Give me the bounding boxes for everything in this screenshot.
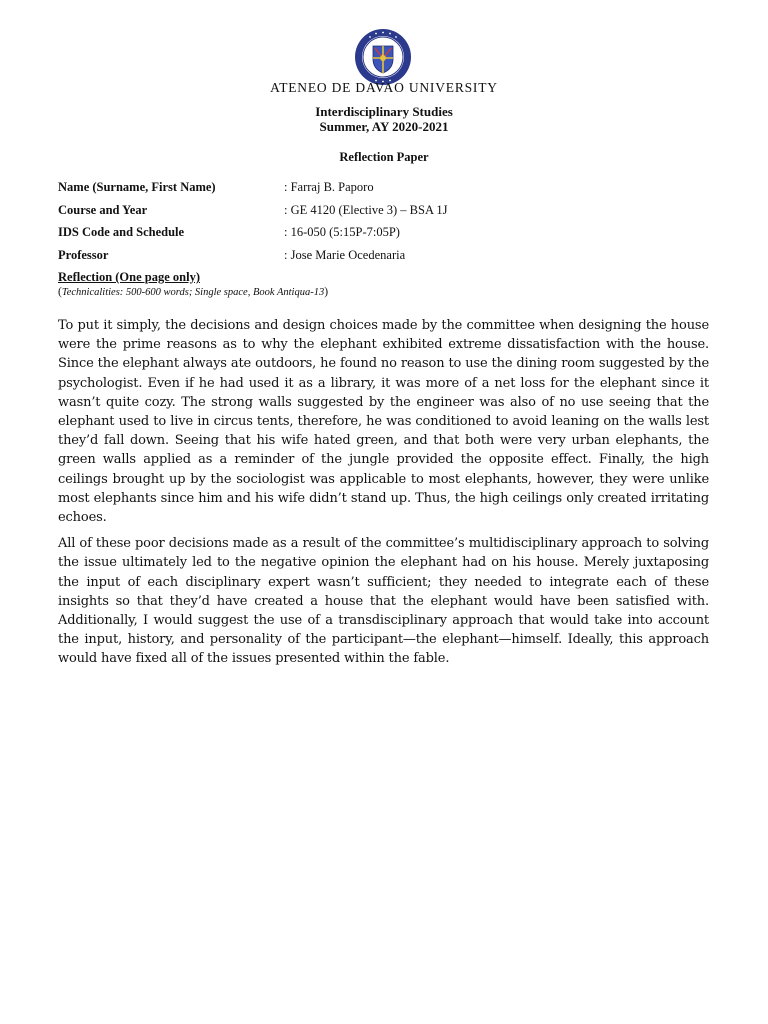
reflection-header [58, 270, 328, 300]
university-seal-logo [354, 28, 412, 86]
info-label: Professor [58, 247, 109, 262]
info-value: : Jose Marie Ocedenaria [284, 247, 406, 262]
reflection-requirements [58, 285, 328, 300]
info-value: : 16-050 (5:15P-7:05P) [284, 225, 400, 239]
info-label: IDS Code and Schedule [58, 225, 185, 239]
body-paragraph: To put it simply, the decisions and design choices made by the committee when designing the house were the prime reasons as to why the elephant exhibited extreme dissatisfaction with the house. Since the elephant always ate outdoors, he found no reason to use the dining room suggested by the psychologist. Even if he had used it as a library, it was more of a net loss for the elephant since it wasn’t quite cozy. The strong walls suggested by the engineer was also of no use seeing that the elephant used to live in circus tents, therefore, he was conditioned to avoid leaning on the walls lest they’d fall down. Seeing that his wife hated green, and that both were very urban elephants, the green walls applied as a reminder of the jungle provided the opposite effect. Finally, the high ceilings brought up by the sociologist was applicable to most elephants, however, they were unlike most elephants since him and his wife didn’t stand up. Thus, the high ceilings only created irritating echoes. [58, 318, 709, 526]
university-name: ATENEO DE DAVAO UNIVERSITY [270, 80, 498, 95]
body-paragraph: All of these poor decisions made as a result of the committee’s multidisciplinary approach to solving the issue ultimately led to the negative opinion the elephant had on his house. Merely juxtaposing the input of each disciplinary expert wasn’t sufficient; they needed to integrate each of these insights so that they’d have created a house that the elephant would have been satisfied with. Additionally, I would suggest the use of a transdisciplinary approach that would take into account the input, history, and personality of the participant—the elephant—himself. Ideally, this approach would have fixed all of the issues presented within the fable. [58, 536, 709, 667]
info-label: Course and Year [58, 202, 148, 217]
info-value: : Farraj B. Paporo [284, 180, 374, 194]
paren-close: ) [324, 286, 329, 298]
course-header [0, 104, 768, 134]
paren-open: ( [58, 286, 62, 298]
info-value: : GE 4120 (Elective 3) – BSA 1J [284, 202, 448, 217]
reflection-body [58, 316, 709, 676]
reflection-title: Reflection (One page only) [58, 270, 200, 284]
requirements-text: Technicalities: 500-600 words; Single space, Book Antiqua-13 [61, 287, 325, 298]
document-type: Reflection Paper [339, 150, 429, 164]
academic-term: Summer, AY 2020-2021 [319, 119, 449, 134]
department-name: Interdisciplinary Studies [315, 104, 453, 119]
info-label: Name (Surname, First Name) [58, 180, 216, 194]
